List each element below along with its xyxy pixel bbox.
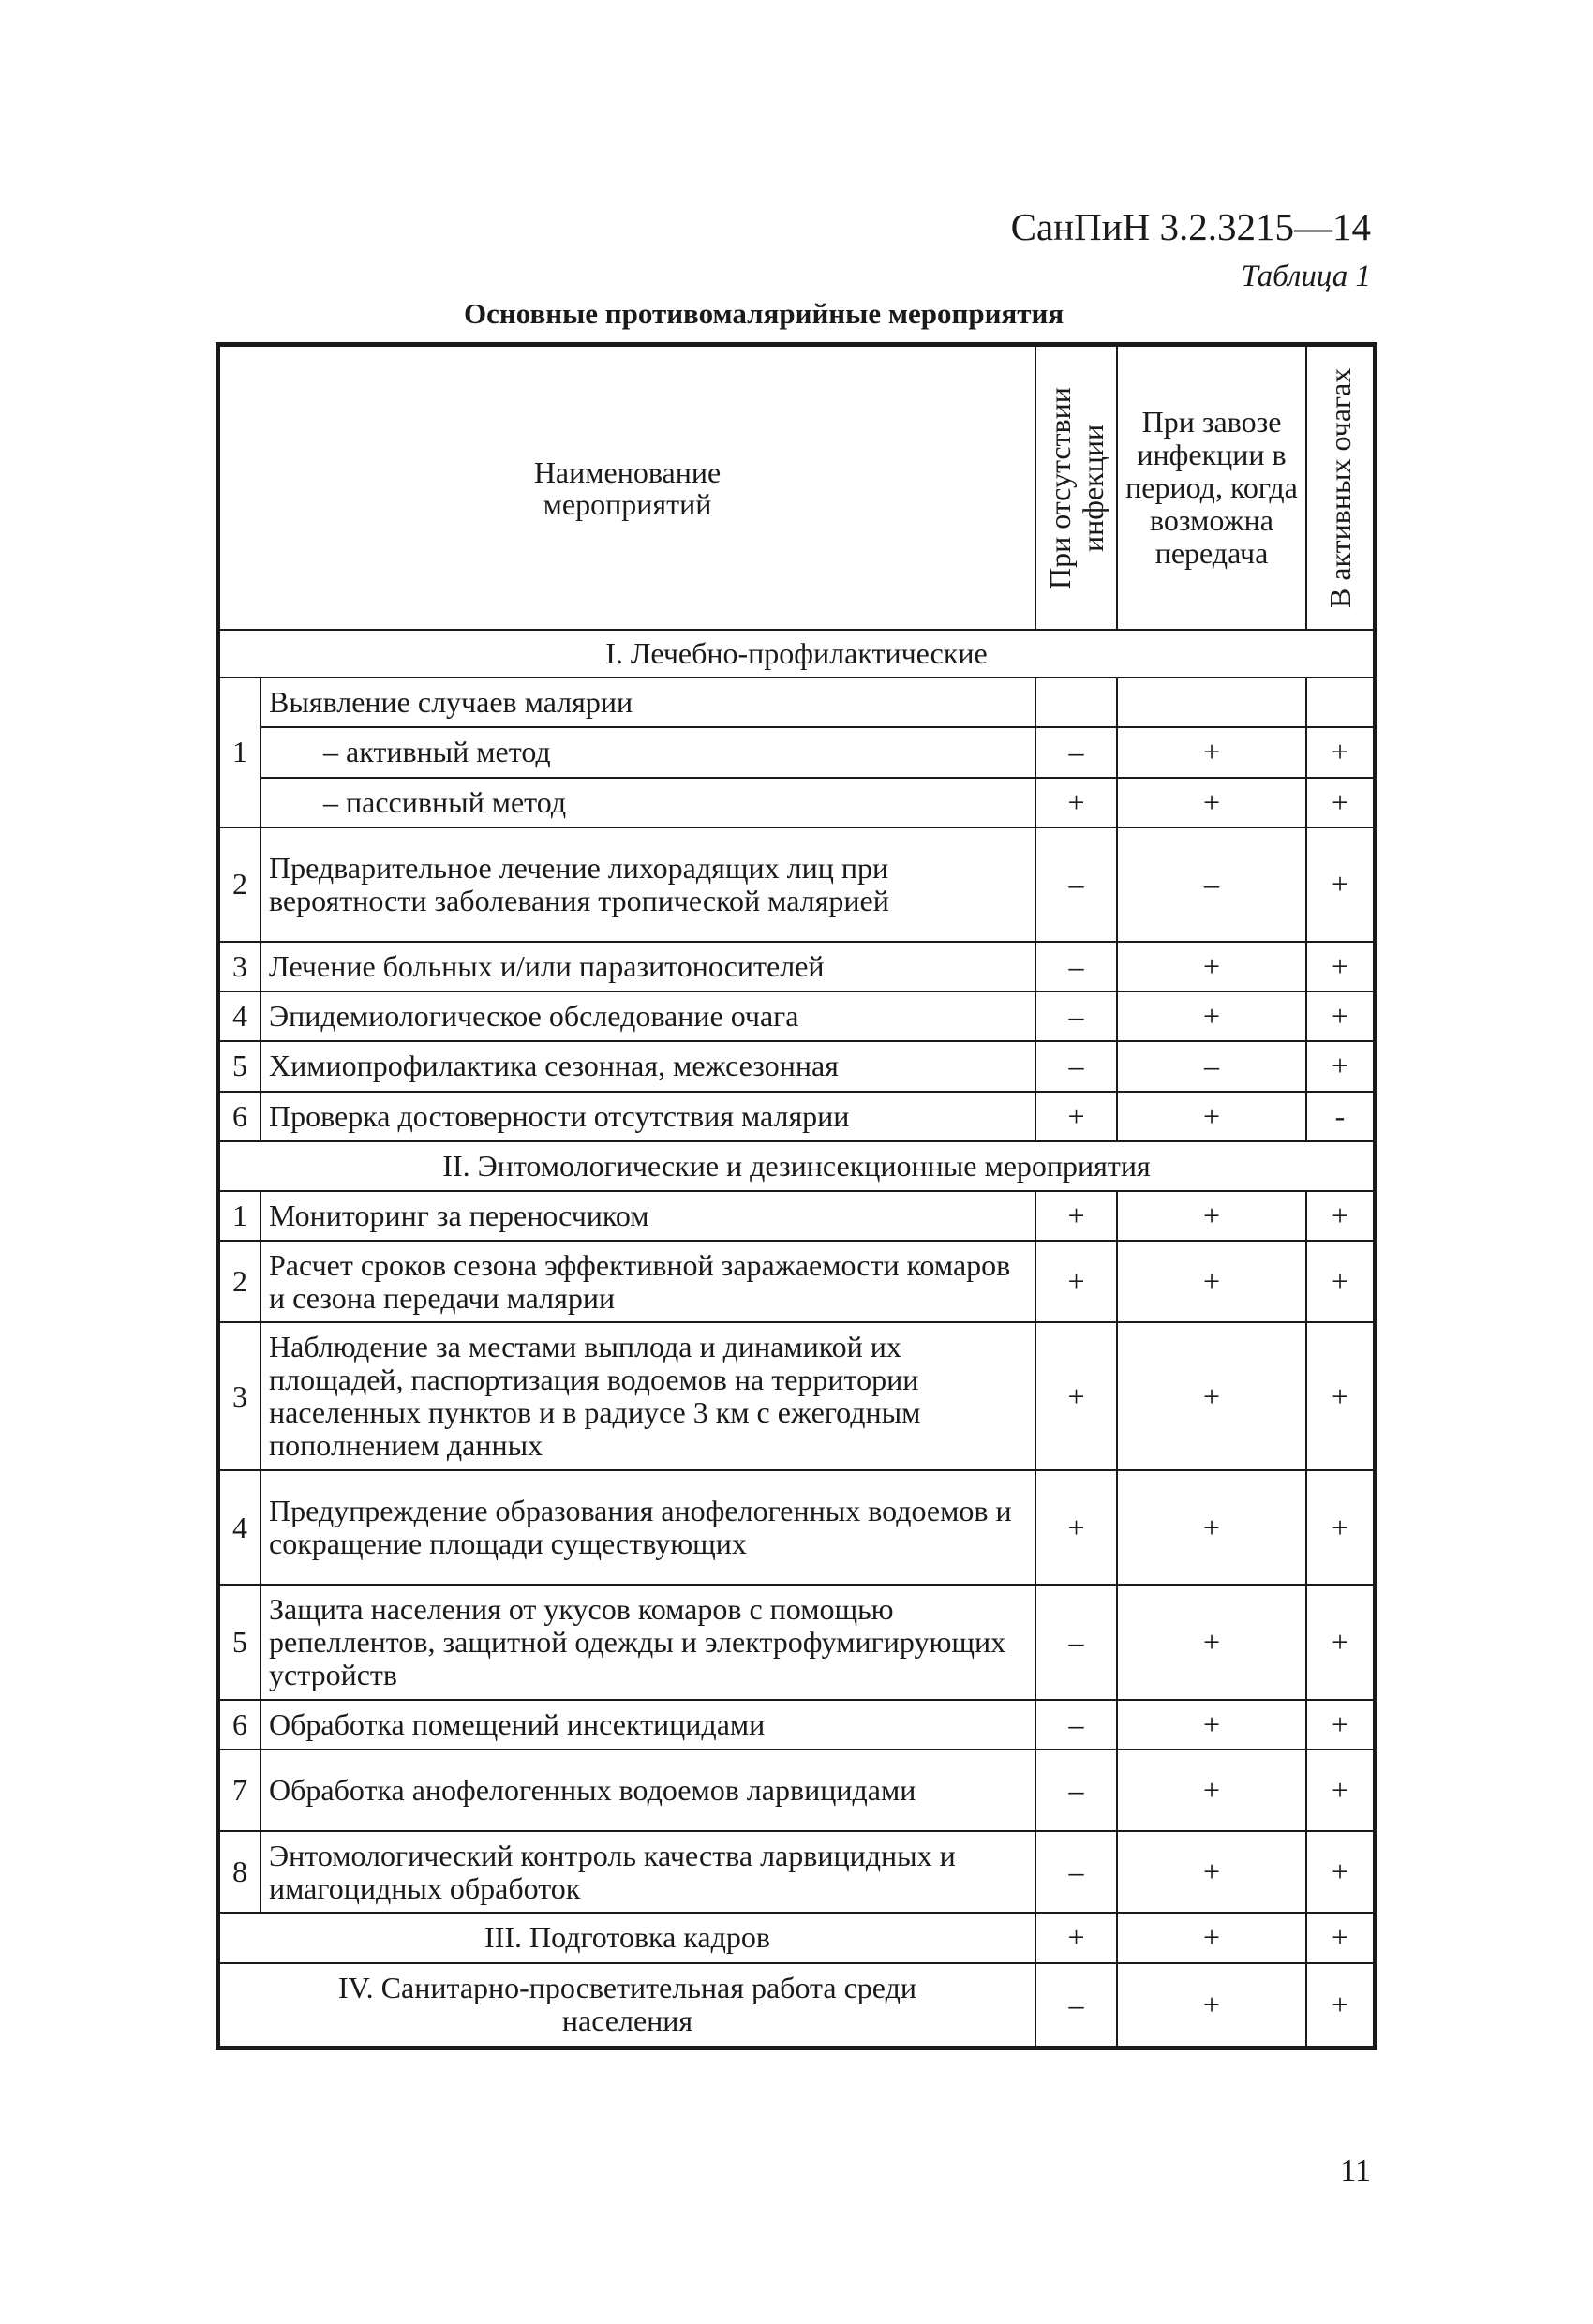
cell-import: + [1117,1470,1306,1585]
header-col-active [1306,346,1374,630]
cell-active: + [1306,827,1374,942]
table-row [219,1241,1374,1322]
row-number: 3 [219,1322,261,1470]
cell-absent: – [1035,1831,1117,1913]
row-number: 7 [219,1750,261,1831]
cell-import: + [1117,991,1306,1041]
cell-import: + [1117,1750,1306,1831]
row-number: 1 [219,1191,261,1241]
measures-table-wrapper [218,345,1373,2048]
section-row [219,630,1374,678]
cell-absent: – [1035,942,1117,991]
table-row [219,1750,1374,1831]
cell-import: + [1117,1322,1306,1470]
cell-import: – [1117,827,1306,942]
cell-import: + [1117,1191,1306,1241]
cell-import: + [1117,1585,1306,1699]
measures-table [218,345,1375,2048]
table-row [219,1041,1374,1091]
cell-active: + [1306,1470,1374,1585]
cell-absent: – [1035,1963,1117,2047]
cell-active: + [1306,1241,1374,1322]
cell-active: + [1306,1041,1374,1091]
header-col-absent [1035,346,1117,630]
cell-active [1306,678,1374,727]
row-name: Эпидемиологическое обследование очага [261,991,1035,1041]
header-name-col [219,346,1035,630]
row-name: Обработка анофелогенных водоемов ларвицидами [261,1750,1035,1831]
row-name: – активный метод [261,727,1035,777]
table-row [219,1191,1374,1241]
cell-absent: – [1035,727,1117,777]
row-number: 8 [219,1831,261,1913]
cell-import: + [1117,1831,1306,1913]
cell-absent: – [1035,1750,1117,1831]
cell-active: + [1306,1191,1374,1241]
row-name: Предупреждение образования анофелогенных водоемов и сокращение площади существующих [261,1470,1035,1585]
row-name: Расчет сроков сезона эффективной заражаемости комаров и сезона передачи малярии [261,1241,1035,1322]
row-number: 5 [219,1585,261,1699]
row-number: 6 [219,1700,261,1750]
table-row [219,1092,1374,1141]
row-name: Проверка достоверности отсутствия малярии [261,1092,1035,1141]
section-4-title [219,1963,1035,2047]
row-name: Химиопрофилактика сезонная, межсезонная [261,1041,1035,1091]
row-name: Защита населения от укусов комаров с помощью репеллентов, защитной одежды и электрофумигирующих устройств [261,1585,1035,1699]
cell-active: + [1306,1585,1374,1699]
cell-active: + [1306,991,1374,1041]
row-number: 6 [219,1092,261,1141]
cell-active: + [1306,778,1374,827]
cell-absent: – [1035,991,1117,1041]
table-row [219,678,1374,727]
header-name-text: Наименование мероприятий [533,454,722,521]
cell-import: + [1117,727,1306,777]
table-number: Таблица 1 [1241,260,1371,293]
cell-absent: + [1035,1470,1117,1585]
cell-active: + [1306,1322,1374,1470]
cell-absent: – [1035,1700,1117,1750]
cell-active: + [1306,1750,1374,1831]
header-col-import [1117,346,1306,630]
cell-absent: + [1035,1191,1117,1241]
cell-absent: + [1035,1322,1117,1470]
table-row [219,1470,1374,1585]
table-row [219,778,1374,827]
row-number: 2 [219,1241,261,1322]
table-row [219,1700,1374,1750]
cell-active: - [1306,1092,1374,1141]
cell-import: + [1117,1913,1306,1962]
document-code: СанПиН 3.2.3215—14 [1010,205,1371,248]
header-col-import-text: При завозе инфекции в период, когда возможна передача [1125,405,1298,570]
cell-absent: – [1035,1585,1117,1699]
cell-active: + [1306,1963,1374,2047]
table-row [219,827,1374,942]
cell-active: + [1306,1913,1374,1962]
cell-import: – [1117,1041,1306,1091]
section-row [219,1963,1374,2047]
table-title: Основные противомалярийные мероприятия [464,297,1064,330]
row-number: 5 [219,1041,261,1091]
section-1-title: I. Лечебно-профилактические [219,630,1374,678]
cell-import: + [1117,1963,1306,2047]
table-row [219,942,1374,991]
cell-import [1117,678,1306,727]
row-name: – пассивный метод [261,778,1035,827]
row-number: 1 [219,678,261,827]
cell-import: + [1117,942,1306,991]
cell-absent: + [1035,778,1117,827]
section-3-title: III. Подготовка кадров [219,1913,1035,1962]
section-4-title-text: IV. Санитарно-просветительная работа среди населения [338,1971,916,2038]
cell-active: + [1306,727,1374,777]
row-name: Предварительное лечение лихорадящих лиц при вероятности заболевания тропической малярией [261,827,1035,942]
table-row [219,1831,1374,1913]
cell-absent: + [1035,1092,1117,1141]
row-number: 2 [219,827,261,942]
cell-active: + [1306,1700,1374,1750]
row-name: Обработка помещений инсектицидами [261,1700,1035,1750]
cell-import: + [1117,1092,1306,1141]
row-name: Выявление случаев малярии [261,678,1035,727]
table-row [219,991,1374,1041]
row-number: 3 [219,942,261,991]
table-row [219,727,1374,777]
header-col-absent-text: При отсутствии инфекции [1042,386,1109,589]
cell-absent: – [1035,1041,1117,1091]
row-name: Энтомологический контроль качества ларвицидных и имагоцидных обработок [261,1831,1035,1913]
cell-import: + [1117,1241,1306,1322]
cell-import: + [1117,1700,1306,1750]
row-name: Мониторинг за переносчиком [261,1191,1035,1241]
cell-import: + [1117,778,1306,827]
header-col-active-text: В активных очагах [1322,367,1357,608]
row-number: 4 [219,1470,261,1585]
cell-absent: – [1035,827,1117,942]
section-row [219,1141,1374,1191]
cell-active: + [1306,942,1374,991]
section-row [219,1913,1374,1962]
section-2-title: II. Энтомологические и дезинсекционные мероприятия [219,1141,1374,1191]
row-number: 4 [219,991,261,1041]
row-name: Наблюдение за местами выплода и динамикой их площадей, паспортизация водоемов на территории населенных пунктов и в радиусе 3 км с ежегодным пополнением данных [261,1322,1035,1470]
row-name: Лечение больных и/или паразитоносителей [261,942,1035,991]
cell-absent [1035,678,1117,727]
cell-absent: + [1035,1913,1117,1962]
cell-absent: + [1035,1241,1117,1322]
table-header-row [219,346,1374,630]
page-number: 11 [1340,2153,1371,2188]
table-row [219,1585,1374,1699]
table-row [219,1322,1374,1470]
cell-active: + [1306,1831,1374,1913]
